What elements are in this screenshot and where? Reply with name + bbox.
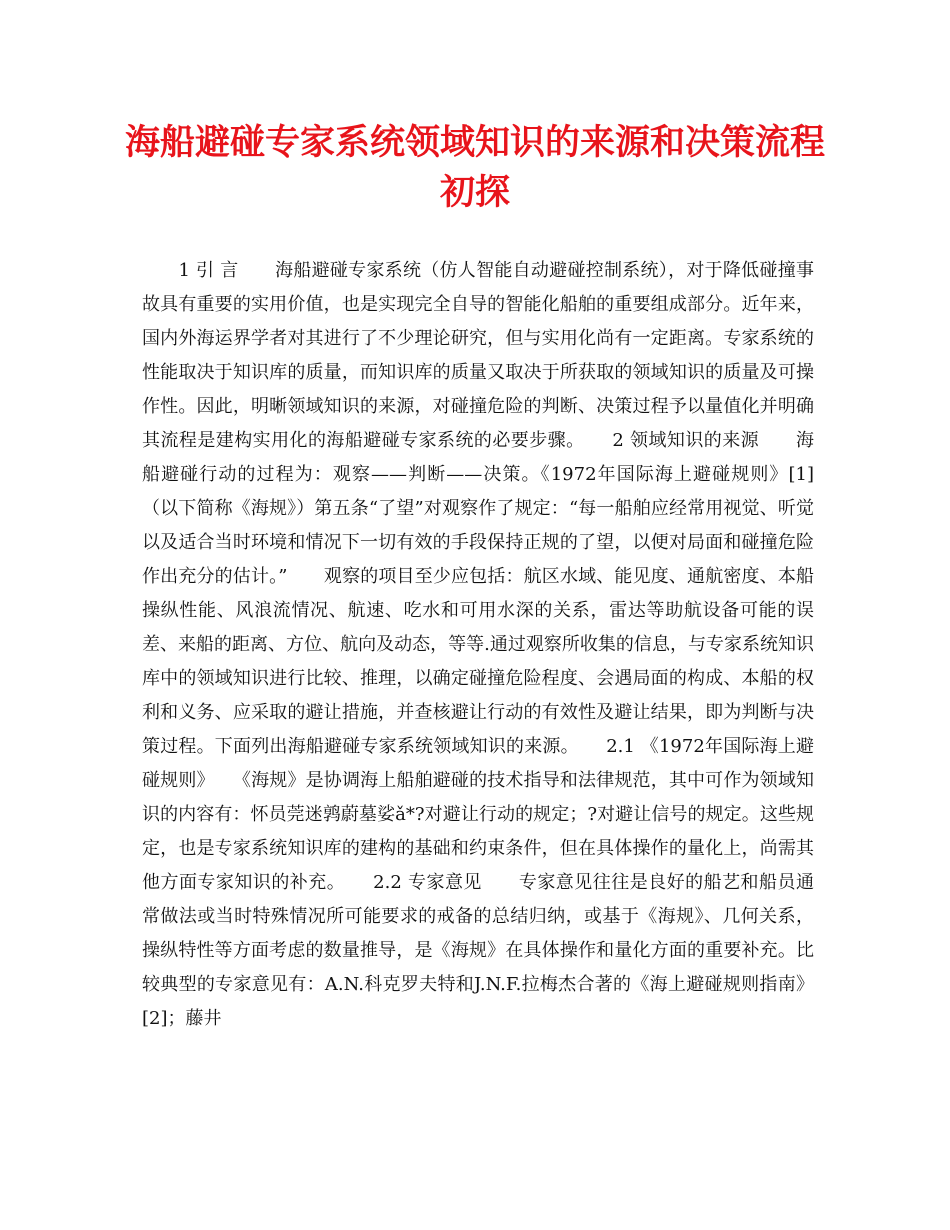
document-title: 海船避碰专家系统领域知识的来源和决策流程初探	[124, 122, 825, 213]
document-body-text: 1 引 言 海船避碰专家系统（仿人智能自动避碰控制系统），对于降低碰撞事故具有重要的实用价值，也是实现完全自导的智能化船舶的重要组成部分。近年来，国内外海运界学者对其进行了不少理论研究，但与实用化尚有一定距离。专家系统的性能取决于知识库的质量，而知识库的质量又取决于所获取的领域知识的质量及可操作性。因此，明晰领域知识的来源，对碰撞危险的判断、决策过程予以量值化并明确其流程是建构实用化的海船避碰专家系统的必要步骤。 2 领域知识的来源 海船避碰行动的过程为：观察——判断——决策。《1972年国际海上避碰规则》[1]（以下简称《海规》）第五条“了望”对观察作了规定：“每一船舶应经常用视觉、听觉以及适合当时环境和情况下一切有效的手段保持正规的了望，以便对局面和碰撞危险作出充分的估计。” 观察的项目至少应包括：航区水域、能见度、通航密度、本船操纵性能、风浪流情况、航速、吃水和可用水深的关系，雷达等助航设备可能的误差、来船的距离、方位、航向及动态，等等.通过观察所收集的信息，与专家系统知识库中的领域知识进行比较、推理，以确定碰撞危险程度、会遇局面的构成、本船的权利和义务、应采取的避让措施，并查核避让行动的有效性及避让结果，即为判断与决策过程。下面列出海船避碰专家系统领域知识的来源。 2.1 《1972年国际海上避碰规则》 《海规》是协调海上船舶避碰的技术指导和法律规范，其中可作为领域知识的内容有：怀员莞迷鹑蔚墓娑ǎ*?对避让行动的规定；?对避让信号的规定。这些规定，也是专家系统知识库的建构的基础和约束条件，但在具体操作的量化上，尚需其他方面专家知识的补充。 2.2 专家意见 专家意见往往是良好的船艺和船员通常做法或当时特殊情况所可能要求的戒备的总结归纳，或基于《海规》、几何关系，操纵特性等方面考虑的数量推导，是《海规》在具体操作和量化方面的重要补充。比较典型的专家意见有：A.N.科克罗夫特和J.N.F.拉梅杰合著的《海上避碰规则指南》[2]；藤井	[142, 260, 814, 1029]
